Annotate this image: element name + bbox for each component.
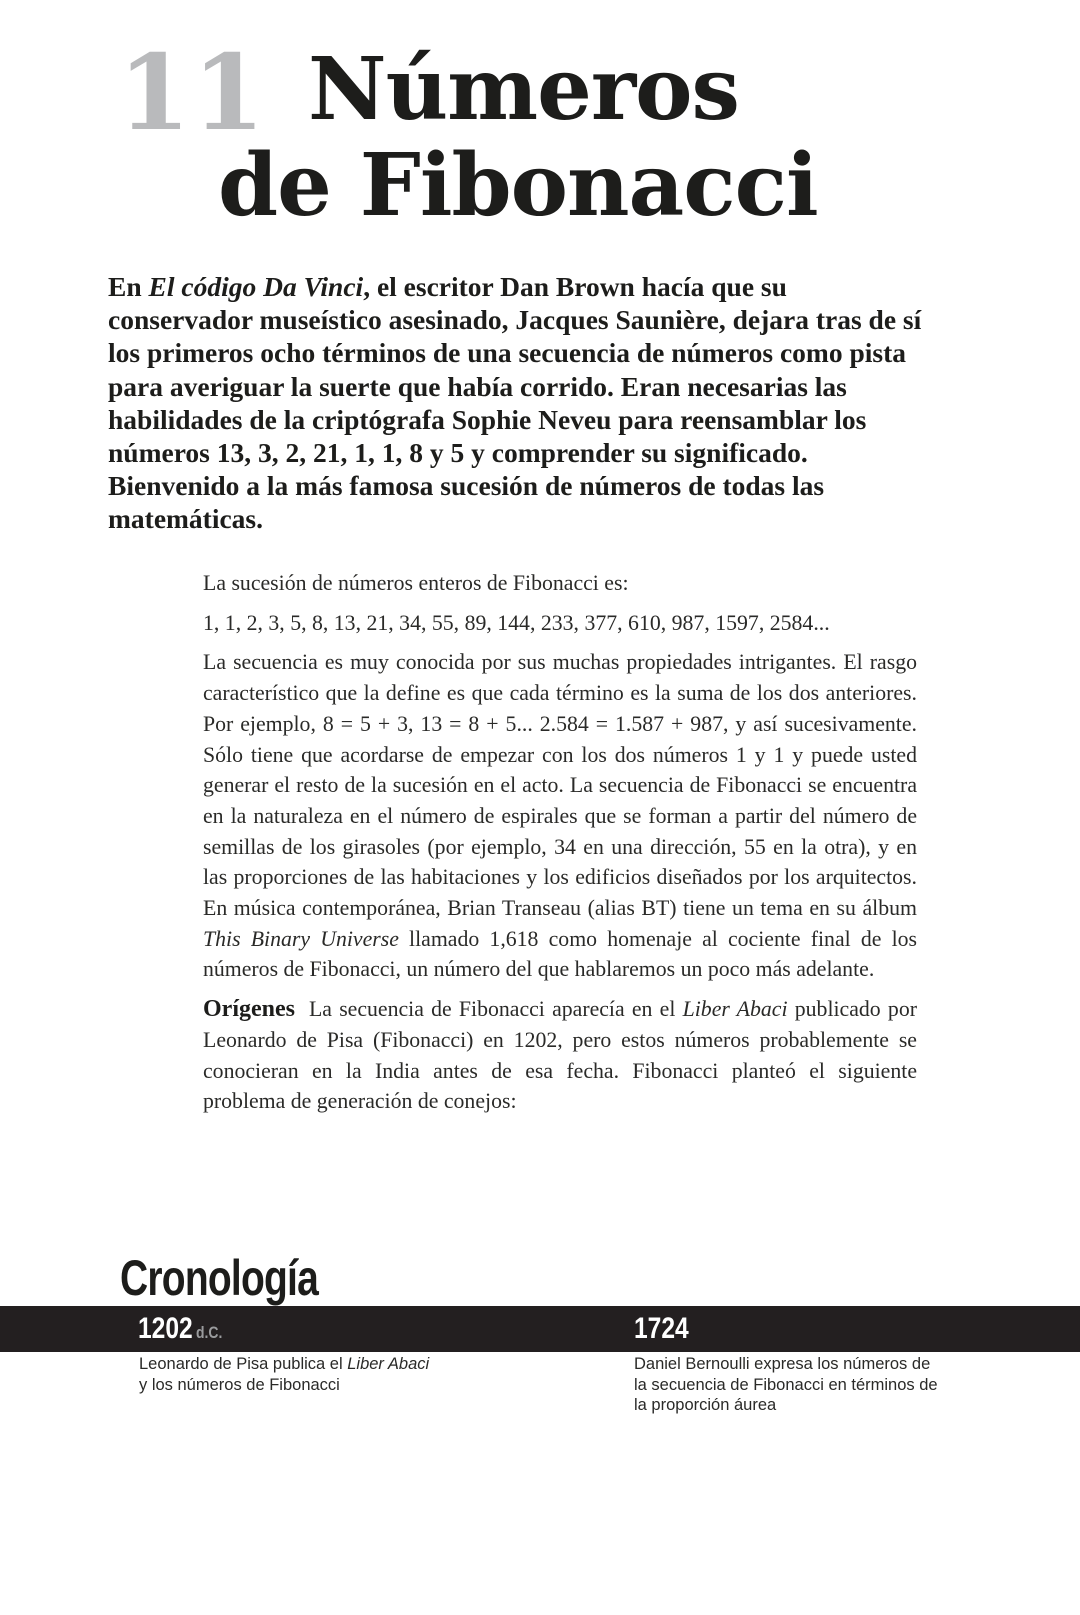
body-paragraph-1 [203, 647, 917, 985]
chapter-title-line2: de Fibonacci [218, 135, 818, 236]
fibonacci-sequence: 1, 1, 2, 3, 5, 8, 13, 21, 34, 55, 89, 144, 233, 377, 610, 987, 1597, 2584... [203, 610, 830, 635]
lead-paragraph [108, 270, 928, 536]
origins-book-title: Liber Abaci [682, 997, 788, 1022]
timeline-era: d.C. [196, 1323, 223, 1342]
album-title: This Binary Universe [203, 926, 399, 951]
body-text [203, 568, 917, 1126]
timeline-desc-line2: la secuencia de Fibonacci en términos de [634, 1375, 938, 1394]
lead-book-title: El código Da Vinci [148, 271, 364, 302]
timeline-title: Cronología [120, 1250, 319, 1306]
chapter-title [218, 39, 818, 236]
timeline-desc-text-line2: y los números de Fibonacci [139, 1375, 340, 1394]
origins-heading: Orígenes [203, 996, 295, 1023]
timeline-desc-text: Leonardo de Pisa publica el [139, 1355, 348, 1373]
timeline-year: 1724 [634, 1312, 689, 1345]
timeline-year-1202 [138, 1308, 222, 1354]
timeline-desc-line1: Daniel Bernoulli expresa los números de [634, 1355, 931, 1373]
body-paragraph-1-text-end: llamado 1,618 como homenaje al cociente final de los números de Fibonacci, un número del que hablaremos un poco más adelante. [203, 926, 917, 982]
body-paragraph-1-text: La secuencia es muy conocida por sus muchas propiedades intrigantes. El rasgo característico que la define es que cada término es la suma de los dos anteriores. Por ejemplo, 8 = 5 + 3, 13 = 8 + 5... 2.584 = 1.587 + 987, y así sucesivamente. Sólo tiene que acordarse de empezar con los dos números 1 y 1 y puede usted generar el resto de la sucesión en el acto. La secuencia de Fibonacci se encuentra en la naturaleza en el número de espirales que se forman a partir del número de semillas de los girasoles (por ejemplo, 34 en una dirección, 55 en la otra), y en las proporciones de las habitaciones y los edificios diseñados por los arquitectos. En música contemporánea, Brian Transeau (alias BT) tiene un tema en su álbum [203, 650, 917, 921]
origins-text-end: publicado por Leonardo de Pisa (Fibonacci) en 1202, pero estos números probablemente se conocieran en la India antes de esa fecha. Fibonacci planteó el siguiente problema de generación de conejos: [203, 997, 917, 1114]
timeline-desc-line3: la proporción áurea [634, 1396, 777, 1414]
timeline-year-1724 [634, 1308, 689, 1350]
timeline-book-title: Liber Abaci [347, 1355, 430, 1373]
lead-text-rest: , el escritor Dan Brown hacía que su conservador museístico asesinado, Jacques Saunière, dejara tras de sí los primeros ocho términos de una secuencia de números como pista para averiguar la suerte que había corrido. Eran necesarias las habilidades de la criptógrafa Sophie Neveu para reensamblar los números 13, 3, 2, 21, 1, 1, 8 y 5 y comprender su significado. Bienvenido a la más famosa sucesión de números de todas las matemáticas. [108, 271, 922, 535]
timeline-desc-1724 [634, 1354, 938, 1416]
chapter-number: 11 [118, 31, 267, 154]
timeline-desc-1202 [139, 1354, 429, 1395]
timeline-year: 1202 [138, 1312, 193, 1345]
sequence-intro: La sucesión de números enteros de Fibonacci es: [203, 571, 629, 595]
origins-paragraph [203, 994, 917, 1117]
lead-text-start: En [108, 271, 149, 302]
origins-text: La secuencia de Fibonacci aparecía en el [308, 997, 683, 1022]
chapter-title-line1: Números [308, 39, 739, 140]
